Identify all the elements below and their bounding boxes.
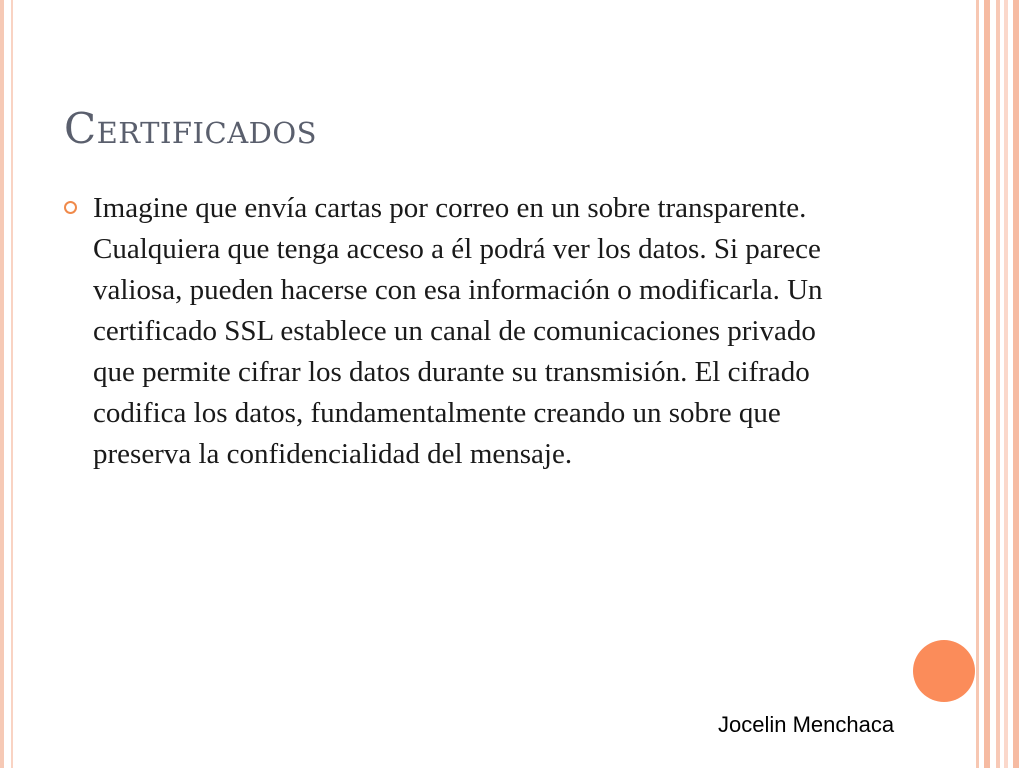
right-border-stripe (976, 0, 979, 768)
right-border-stripe (996, 0, 1000, 768)
decorative-circle (913, 640, 975, 702)
right-border-stripe (984, 0, 990, 768)
bullet-circle-icon (64, 201, 77, 214)
right-border-stripe (1013, 0, 1019, 768)
slide-title: Certificados (64, 104, 318, 153)
bullet-text: Imagine que envía cartas por correo en un sobre transparente. Cualquiera que tenga acceso a él podrá ver los datos. Si parece valiosa, pueden hacerse con esa información o modificarla. Un certificado SSL establece un canal de comunicaciones privado que permite cifrar los datos durante su transmisión. El cifrado codifica los datos, fundamentalmente creando un sobre que preserva la confidencialidad del mensaje. (93, 192, 823, 470)
right-border-stripe (1004, 0, 1008, 768)
bullet-item (64, 188, 864, 475)
left-border-line-inner (11, 0, 13, 768)
left-border-line (0, 0, 4, 768)
footer-author: Jocelin Menchaca (718, 712, 895, 737)
